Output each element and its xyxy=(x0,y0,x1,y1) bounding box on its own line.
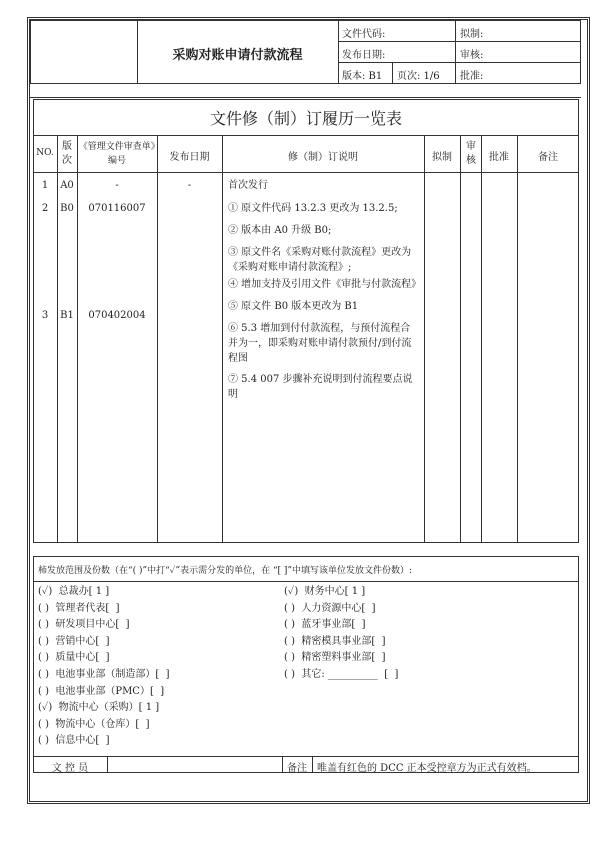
row-version: A0 xyxy=(60,180,74,191)
remark-label: 备注 xyxy=(287,763,307,774)
distribution-item: ( ) 物流中心（仓库）[ ] xyxy=(38,718,150,730)
distribution-item: ( ) 营销中心[ ] xyxy=(38,635,110,647)
row-no: 2 xyxy=(41,203,49,214)
col-approved: 批准 xyxy=(489,152,509,163)
distribution-item: ( ) 质量中心[ ] xyxy=(38,652,110,664)
distribution-item: (✓) 财务中心[ 1 ] xyxy=(284,586,366,597)
row-note: ⑦ 5.4 007 步骤补充说明到付流程要点说明 xyxy=(228,374,413,400)
col-issue-date: 发布日期 xyxy=(169,152,210,163)
reviewed-label: 审核: xyxy=(460,50,484,61)
row-note: 首次发行 xyxy=(228,180,268,191)
distribution-item: ( ) 精密塑料事业部[ ] xyxy=(284,652,386,664)
col-remark: 备注 xyxy=(538,152,558,163)
distribution-item: ( ) 其它: __________ [ ] xyxy=(284,668,399,680)
document-title: 采购对账申请付款流程 xyxy=(172,48,303,63)
distribution-item: ( ) 蓝牙事业部[ ] xyxy=(284,619,366,631)
row-review-no: - xyxy=(115,180,119,191)
page-label: 页次: 1/6 xyxy=(397,71,440,82)
row-version: B1 xyxy=(60,310,74,321)
col-notes: 修（制）订说明 xyxy=(288,152,358,163)
col-drafted: 拟制 xyxy=(432,152,452,163)
distribution-item: ( ) 信息中心[ ] xyxy=(38,735,110,747)
distribution-right-list xyxy=(284,584,398,684)
drafted-label: 拟制: xyxy=(460,29,484,40)
distribution-item: (✓) 总裁办[ 1 ] xyxy=(38,586,110,597)
row-note: ② 版本由 A0 升级 B0; xyxy=(228,225,332,236)
distribution-item: ( ) 精密模具事业部[ ] xyxy=(284,635,386,647)
row-no: 1 xyxy=(41,180,49,191)
col-no: NO. xyxy=(36,148,54,158)
distribution-item: ( ) 管理者代表[ ] xyxy=(38,602,120,614)
row-note: ⑥ 5.3 增加到付付款流程，与预付流程合并为一，即采购对账申请付款预付/到付流程图 xyxy=(228,323,412,364)
row-note: ① 原文件代码 13.2.3 更改为 13.2.5; xyxy=(228,203,398,214)
doc-code-label: 文件代码: xyxy=(342,29,386,40)
distribution-item: ( ) 研发项目中心[ ] xyxy=(38,619,130,631)
col-review-no: 《管理文件审查单》编号 xyxy=(78,142,156,166)
row-note: ⑤ 原文件 B0 版本更改为 B1 xyxy=(228,301,359,312)
distribution-instruction: 柿发放范围及份数（在“( )”中打“✓”表示需分发的单位，在 “[ ]”中填写该单位发放文件份数）: xyxy=(38,566,413,576)
col-reviewed: 审核 xyxy=(466,141,476,166)
row-version: B0 xyxy=(60,203,74,214)
distribution-item: ( ) 人力资源中心[ ] xyxy=(284,602,376,614)
row-no: 3 xyxy=(41,310,49,321)
version-label: 版本: B1 xyxy=(342,71,383,82)
history-title: 文件修（制）订履历一览表 xyxy=(209,109,402,128)
row-note: ③ 原文件名《采购对账付款流程》更改为《采购对账申请付款流程》; xyxy=(228,247,412,273)
issue-date-label: 发布日期: xyxy=(342,50,386,61)
remark-text: 唯盖有红色的 DCC 正本受控章方为正式有效档。 xyxy=(317,763,537,774)
approved-label: 批准: xyxy=(460,71,484,82)
row-note: ④ 增加支持及引用文件《审批与付款流程》 xyxy=(228,279,422,290)
col-version: 版次 xyxy=(62,141,72,166)
distribution-item: ( ) 电池事业部（PMC）[ ] xyxy=(38,685,165,697)
controller-label: 文 控 员 xyxy=(51,763,89,774)
row-review-no: 070116007 xyxy=(88,203,146,214)
row-review-no: 070402004 xyxy=(88,310,146,321)
row-date: - xyxy=(187,180,192,191)
distribution-item: ( ) 电池事业部（制造部）[ ] xyxy=(38,668,170,680)
distribution-item: (✓) 物流中心（采购）[ 1 ] xyxy=(38,702,160,714)
distribution-left-list xyxy=(38,584,170,750)
